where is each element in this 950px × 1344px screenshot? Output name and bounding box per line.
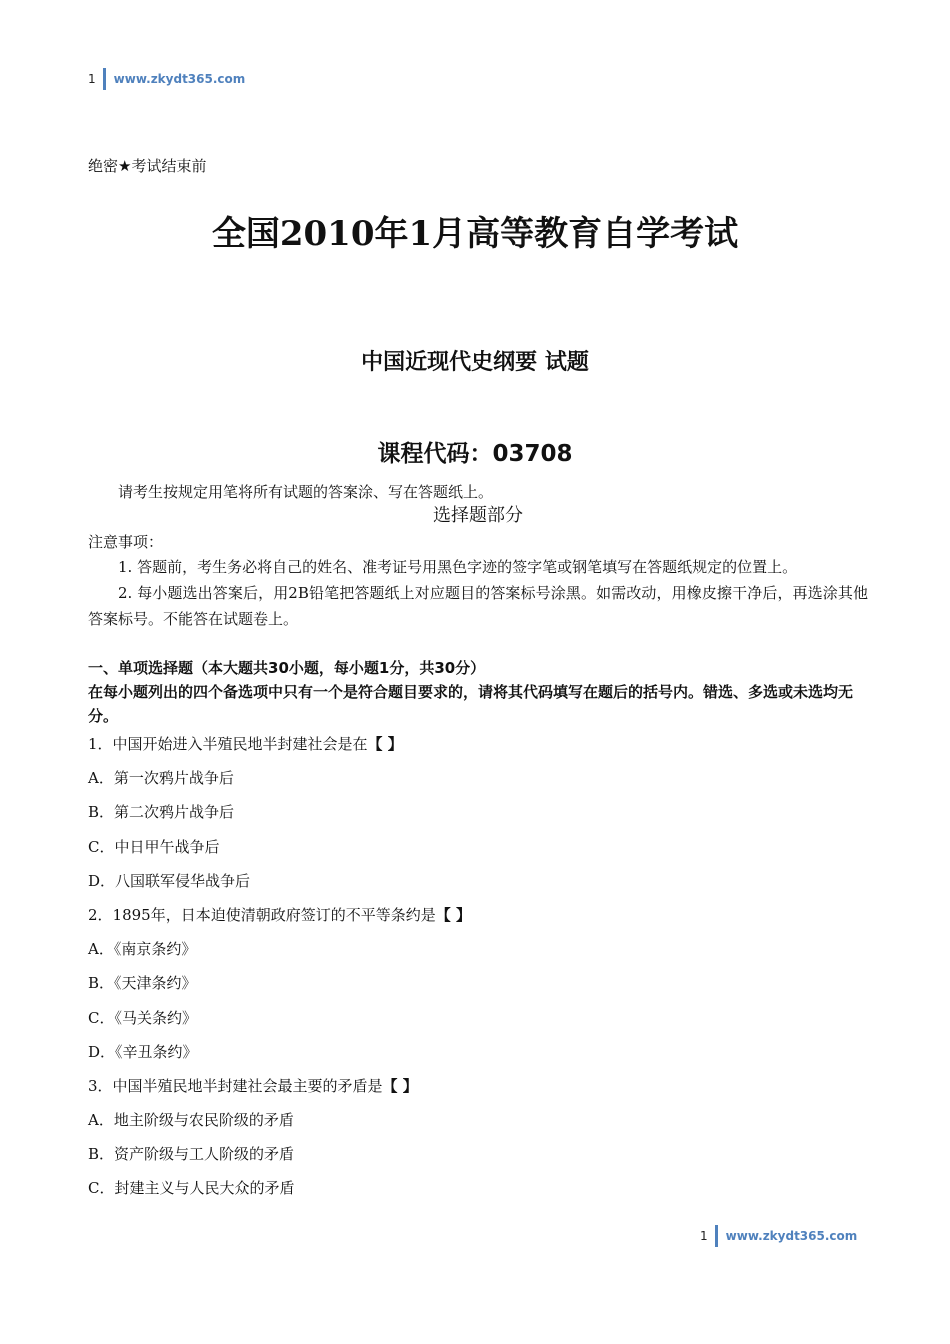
question-text: 3．中国半殖民地半封建社会最主要的矛盾是 <box>88 1076 383 1095</box>
option: C．中日甲午战争后 <box>88 837 220 856</box>
page-header <box>88 68 245 90</box>
page-footer <box>700 1225 857 1247</box>
instruction: 请考生按规定用笔将所有试题的答案涂、写在答题纸上。 <box>118 483 494 501</box>
option: C．《马关条约》 <box>88 1008 197 1027</box>
exam-body <box>88 480 868 1211</box>
notes-heading: 注意事项： <box>88 533 164 551</box>
exam-subtitle: 中国近现代史纲要 试题 <box>361 350 589 375</box>
note-item: 2. 每小题选出答案后，用2B铅笔把答题纸上对应题目的答案标号涂黑。如需改动，用橡皮擦干净后，再选涂其他答案标号。不能答在试题卷上。 <box>88 584 868 628</box>
question-list <box>88 732 868 1211</box>
question-text: 1．中国开始进入半殖民地半封建社会是在 <box>88 735 368 753</box>
option: B．资产阶级与工人阶级的矛盾 <box>88 1145 295 1164</box>
answer-bracket: 【 】 <box>382 1076 418 1095</box>
option: A．第一次鸦片战争后 <box>88 769 234 788</box>
question-stem <box>88 732 868 766</box>
section-heading: 选择题部分 <box>433 505 523 526</box>
part-heading: 一、单项选择题（本大题共30小题，每小题1分，共30分） <box>88 659 486 677</box>
answer-bracket: 【 】 <box>435 905 471 924</box>
course-code: 课程代码：03708 <box>377 441 573 467</box>
question-text: 2．1895年，日本迫使清朝政府签订的不平等条约是 <box>88 905 436 924</box>
secret-label: 绝密★考试结束前 <box>88 157 207 175</box>
option: B．《天津条约》 <box>88 974 197 993</box>
header-site-link[interactable]: www.zkydt365.com <box>113 72 246 86</box>
header-page-number: 1 <box>88 72 96 86</box>
answer-bracket: 【 】 <box>367 735 403 753</box>
option: B．第二次鸦片战争后 <box>88 803 235 822</box>
footer-page-number: 1 <box>700 1229 708 1243</box>
option: C．封建主义与人民大众的矛盾 <box>88 1179 295 1198</box>
question-stem <box>88 903 868 937</box>
header-divider <box>103 68 106 90</box>
option: D．《辛丑条约》 <box>88 1042 198 1061</box>
part-description: 在每小题列出的四个备选项中只有一个是符合题目要求的，请将其代码填写在题后的括号内。错选、多选或未选均无分。 <box>88 683 854 725</box>
option: A．《南京条约》 <box>88 940 197 959</box>
footer-site-link[interactable]: www.zkydt365.com <box>725 1229 858 1243</box>
option: A．地主阶级与农民阶级的矛盾 <box>88 1111 294 1130</box>
question-stem <box>88 1074 868 1108</box>
exam-title: 全国2010年1月高等教育自学考试 <box>211 214 739 254</box>
option: D．八国联军侵华战争后 <box>88 871 251 890</box>
note-item: 1. 答题前，考生务必将自己的姓名、准考证号用黑色字迹的签字笔或钢笔填写在答题纸规定的位置上。 <box>118 558 798 576</box>
footer-divider <box>715 1225 718 1247</box>
